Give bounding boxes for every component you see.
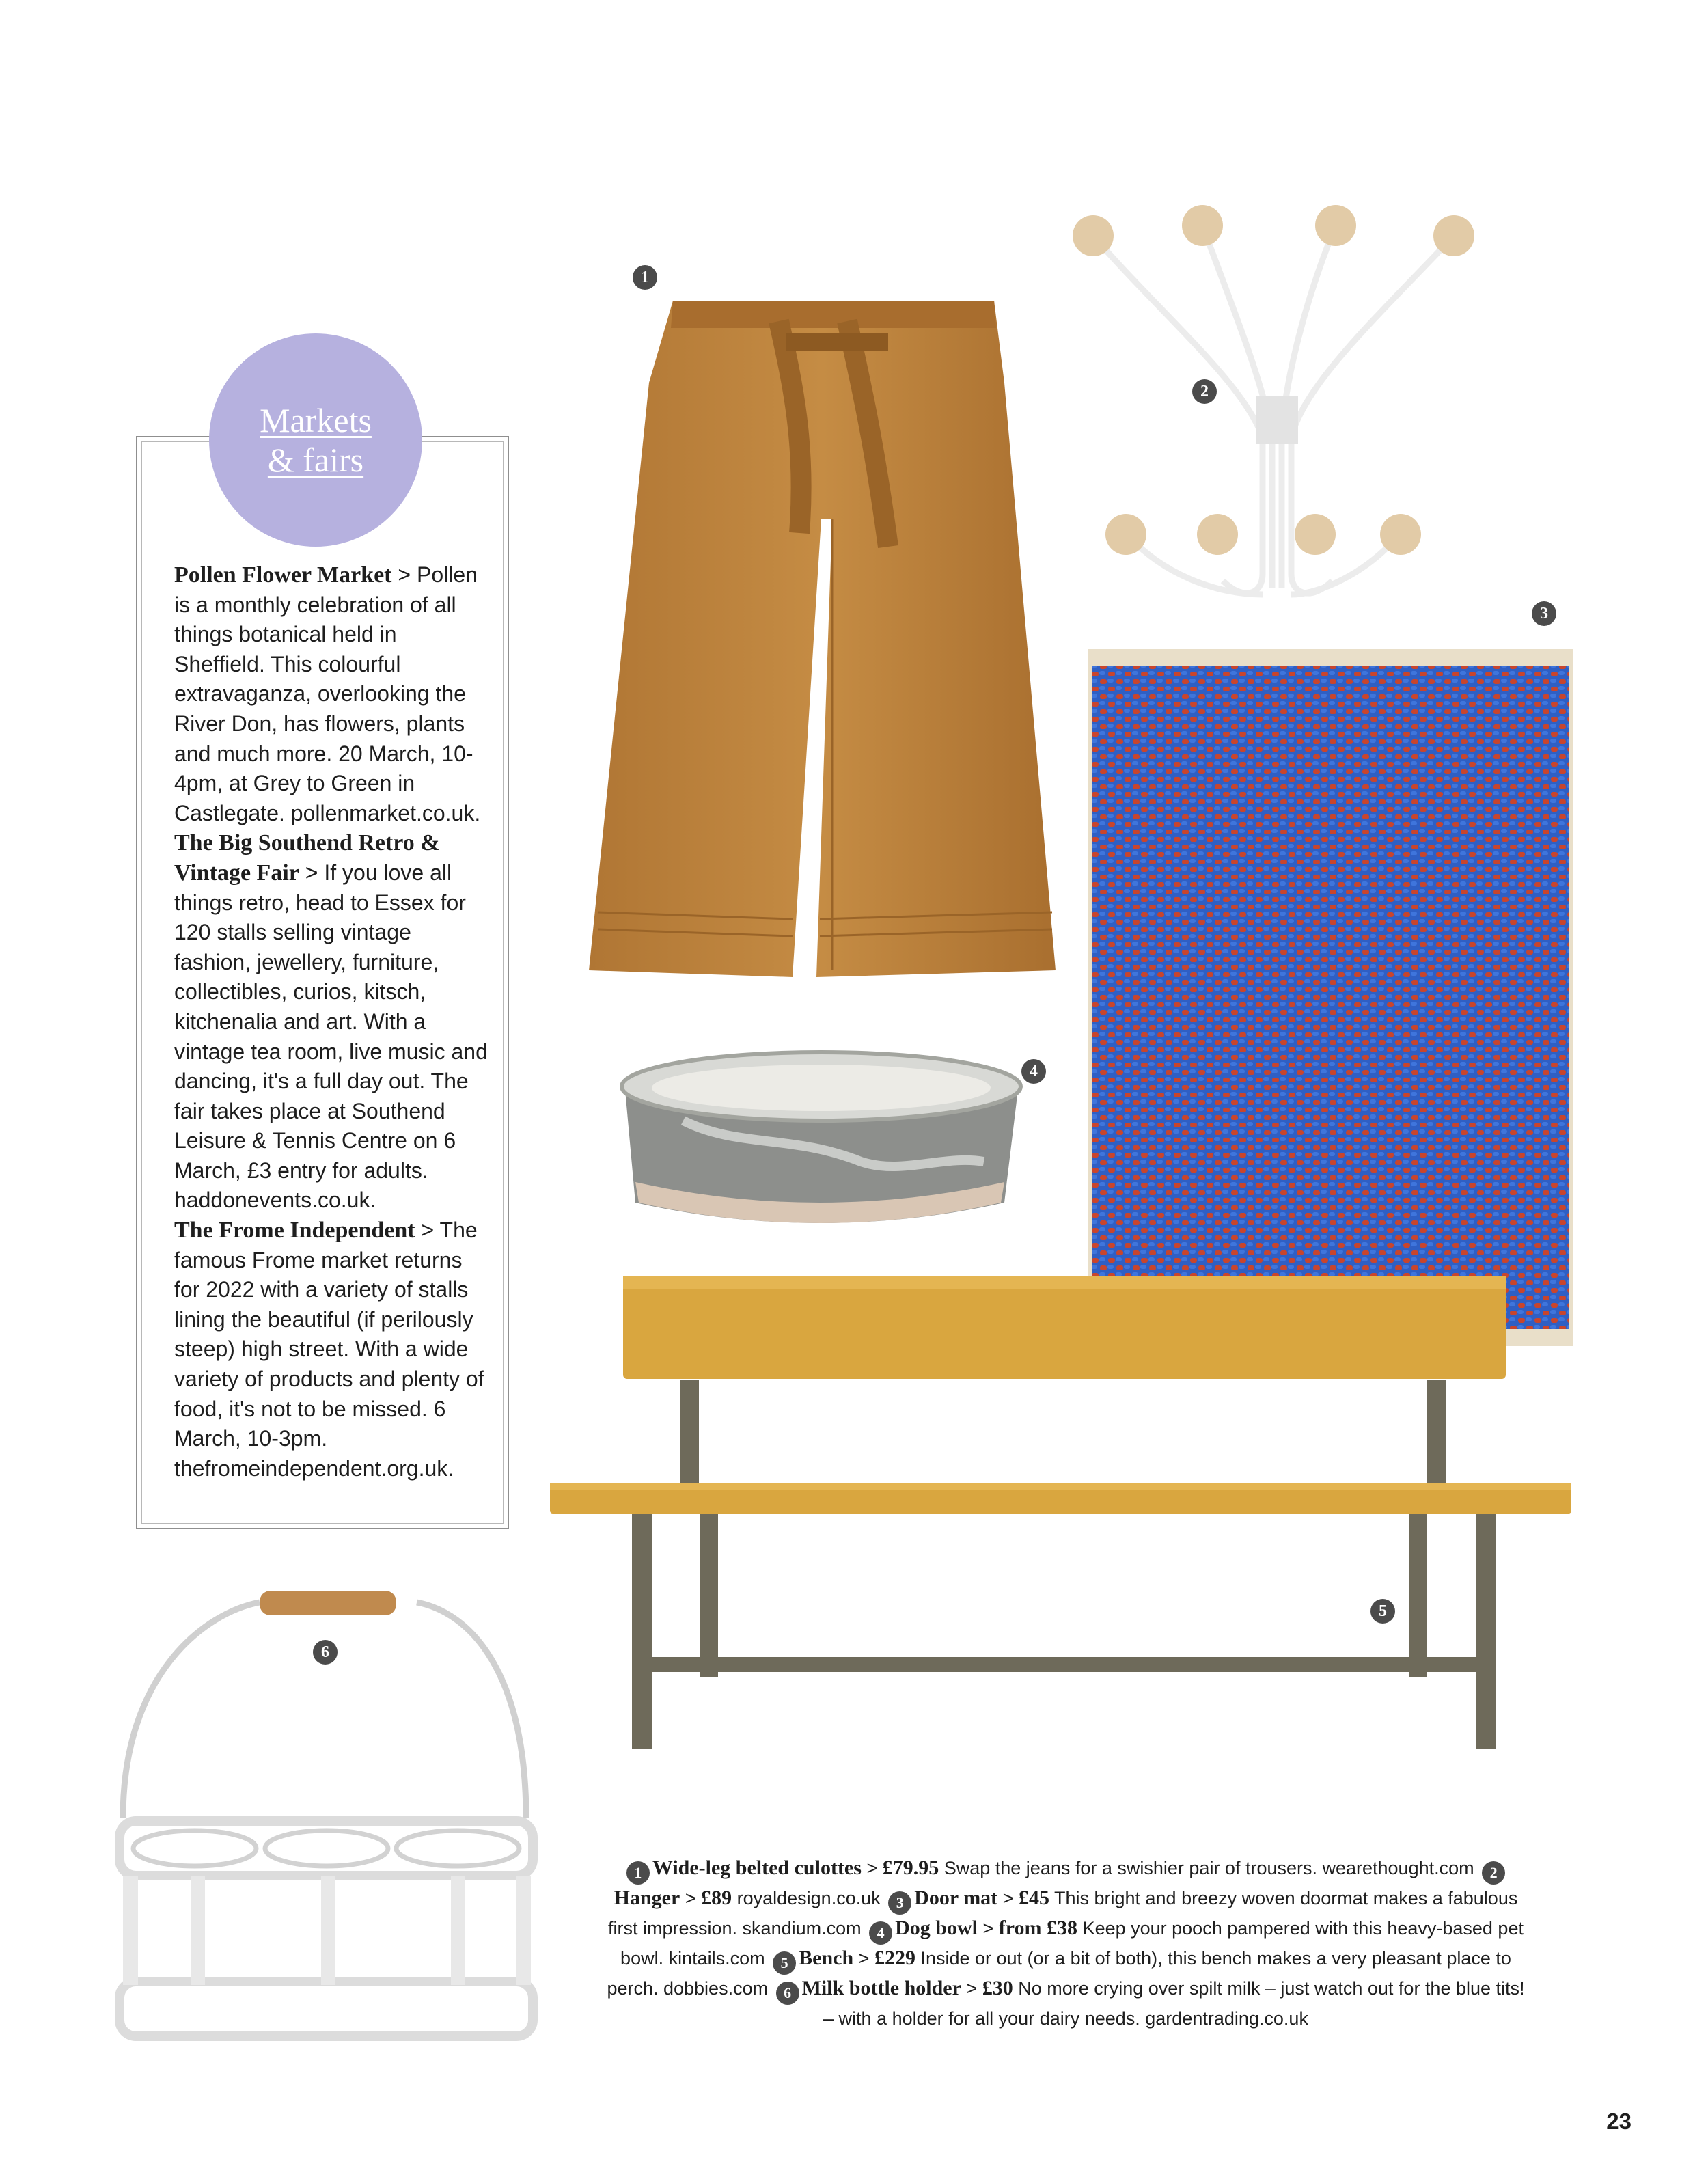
product-name: Dog bowl xyxy=(895,1917,978,1939)
caption-number: 3 xyxy=(888,1891,911,1915)
product-description: No more crying over spilt milk – just watch out for the blue tits! – with a holder for all your dairy needs. gardentrading.co.uk xyxy=(823,1978,1525,2029)
badge-title-line2: & fairs xyxy=(267,441,364,479)
product-name: Wide-leg belted culottes xyxy=(652,1857,862,1879)
marker-6: 6 xyxy=(313,1640,338,1665)
event-body: If you love all things retro, head to Essex for 120 stalls selling vintage fashion, jewellery, furniture, collectibles, curios, kitsch, kitchenalia and art. With a vintage tea room, live music and dancing, it's a full day out. The fair takes place at Southend Leisure & Tennis Centre on 6 March, £3 entry for adults. haddonevents.co.uk. xyxy=(174,860,488,1213)
marker-1: 1 xyxy=(633,265,657,290)
event-separator: > xyxy=(299,860,325,885)
event-body: Pollen is a monthly celebration of all things botanical held in Sheffield. This colourful extravaganza, overlooking the River Don, has flowers, plants and much more. 20 March, 10-4pm, at Grey to Green in Castlegate. pollenmarket.co.uk. xyxy=(174,562,481,825)
product-description: Keep your pooch pampered with this heavy-based pet bowl. kintails.com xyxy=(620,1918,1524,1969)
product-price: £45 xyxy=(1018,1887,1049,1909)
marker-3: 3 xyxy=(1532,601,1556,626)
section-badge xyxy=(209,333,422,547)
product-description: Swap the jeans for a swishier pair of trousers. wearethought.com xyxy=(943,1858,1474,1878)
event-title: The Big Southend Retro & Vintage Fair xyxy=(174,830,440,886)
event-entry xyxy=(174,560,488,828)
product-description: This bright and breezy woven doormat makes a fabulous first impression. skandium.com xyxy=(608,1888,1518,1939)
marker-2: 2 xyxy=(1192,379,1217,404)
event-separator: > xyxy=(415,1218,440,1243)
event-title: Pollen Flower Market xyxy=(174,562,392,588)
product-price: from £38 xyxy=(998,1917,1078,1939)
event-entry xyxy=(174,828,488,1216)
product-price: £229 xyxy=(874,1947,915,1969)
sidebar-article xyxy=(174,560,488,1483)
product-price: £79.95 xyxy=(882,1857,939,1879)
caption-number: 1 xyxy=(626,1861,650,1885)
product-description: Inside or out (or a bit of both), this bench makes a very pleasant place to perch. dobbies.com xyxy=(607,1948,1511,1999)
caption-number: 2 xyxy=(1482,1861,1505,1885)
marker-4: 4 xyxy=(1021,1059,1046,1084)
product-name: Hanger xyxy=(614,1887,680,1909)
product-caption: 1 Wide-leg belted culottes > £79.95 Swap the jeans for a swishier pair of trousers. wearethought.com 2Hanger > £89 royaldesign.co.uk 3 Door mat > £45 This bright and breezy woven doormat makes a fabulous first impression. skandium.com 4 Dog bowl > from £38 Keep your pooch pampered with this heavy-based pet bowl. kintails.com 5 Bench > £229 Inside or out (or a bit of both), this bench makes a very pleasant place to perch. dobbies.com 6 Milk bottle holder > £30 No more crying over spilt milk – just watch out for the blue tits! – with a holder for all your dairy needs. gardentrading.co.uk xyxy=(607,1857,1525,2029)
marker-5: 5 xyxy=(1370,1599,1395,1624)
product-price: £30 xyxy=(982,1977,1013,1999)
product-name: Milk bottle holder xyxy=(801,1977,961,1999)
caption-number: 6 xyxy=(776,1982,799,2005)
caption-number: 5 xyxy=(773,1951,796,1975)
event-separator: > xyxy=(391,562,417,587)
page-number: 23 xyxy=(1606,2109,1631,2134)
product-name: Bench xyxy=(799,1947,854,1969)
badge-title-line1: Markets xyxy=(260,401,372,439)
event-body: The famous Frome market returns for 2022 with a variety of stalls lining the beautiful (if perilously steep) high street. With a wide variety of products and plenty of food, it's not to be missed. 6 March, 10-3pm. thefromeindependent.org.uk. xyxy=(174,1218,484,1481)
product-name: Door mat xyxy=(914,1887,998,1909)
caption-number: 4 xyxy=(869,1921,892,1945)
event-title: The Frome Independent xyxy=(174,1218,415,1244)
product-price: £89 xyxy=(701,1887,732,1909)
event-entry xyxy=(174,1216,488,1483)
product-description: royaldesign.co.uk xyxy=(736,1888,881,1908)
